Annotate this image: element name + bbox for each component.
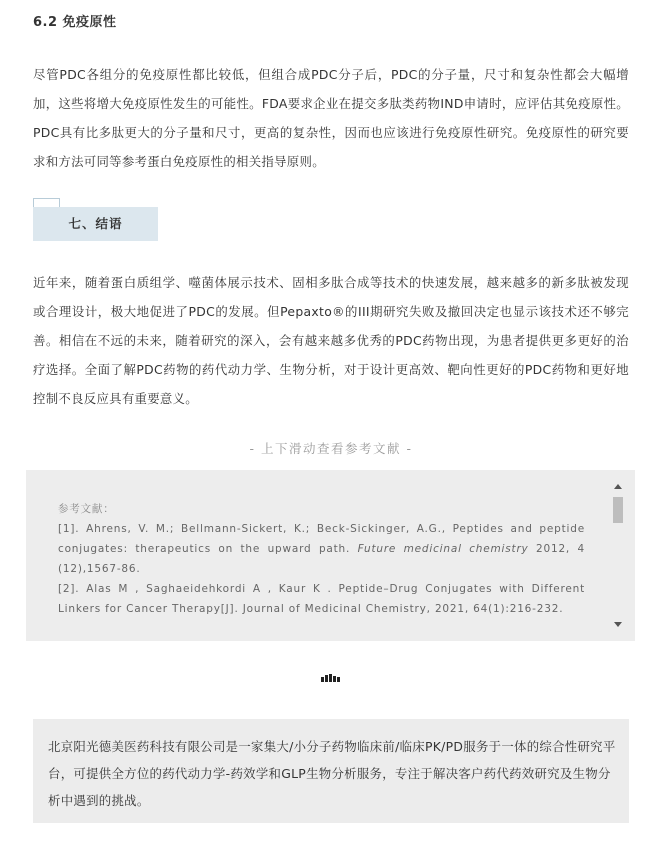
references-scroll-box[interactable]	[26, 470, 635, 641]
reference-item	[58, 579, 585, 619]
scroll-hint: - 上下滑动查看参考文献 -	[249, 441, 413, 456]
reference-journal: Future medicinal chemistry	[357, 543, 529, 555]
references-content	[58, 499, 585, 619]
section-title: 6.2 免疫原性	[33, 15, 117, 30]
company-info-text: 北京阳光德美医药科技有限公司是一家集大/小分子药物临床前/临床PK/PD服务于一体的综合性研究平台，可提供全方位的药代动力学-药效学和GLP生物分析服务，专注于解决客户药代药效研究及生物分析中遇到的挑战。	[48, 739, 616, 808]
reference-text: [2]. Alas M , Saghaeidehkordi A , Kaur K . Peptide–Drug Conjugates with Different Linkers for Cancer Therapy[J]. Journal of Medicinal Chemistry, 2021, 64(1):216-232.	[58, 583, 585, 615]
conclusion-heading-box	[33, 207, 158, 241]
scrollbar-thumb[interactable]	[613, 497, 623, 523]
reference-text: [1]. Ahrens, V. M.; Bellmann-Sickert, K.; Beck-Sickinger, A.G., Peptides and peptide conjugates: therapeutics on the upward path.	[58, 523, 585, 555]
references-heading: 参考文献：	[58, 503, 115, 515]
chevron-up-icon[interactable]	[614, 484, 622, 489]
company-info-box	[33, 719, 629, 823]
conclusion-paragraph: 近年来，随着蛋白质组学、噬菌体展示技术、固相多肽合成等技术的快速发展，越来越多的新多肽被发现或合理设计，极大地促进了PDC的发展。但Pepaxto®的III期研究失败及撤回决定也显示该技术还不够完善。相信在不远的未来，随着研究的深入，会有越来越多优秀的PDC药物出现，为患者提供更多更好的治疗选择。全面了解PDC药物的药代动力学、生物分析，对于设计更高效、靶向性更好的PDC药物和更好地控制不良反应具有重要意义。	[33, 275, 629, 406]
audio-bars-icon	[321, 674, 341, 682]
conclusion-heading: 七、结语	[68, 216, 123, 231]
scrollbar[interactable]	[613, 484, 623, 629]
reference-details: 2012, 4 (12),1567-86.	[58, 543, 585, 575]
reference-item	[58, 519, 585, 579]
immunogenicity-paragraph: 尽管PDC各组分的免疫原性都比较低，但组合成PDC分子后，PDC的分子量，尺寸和复杂性都会大幅增加，这些将增大免疫原性发生的可能性。FDA要求企业在提交多肽类药物IND申请时，应评估其免疫原性。PDC具有比多肽更大的分子量和尺寸，更高的复杂性，因而也应该进行免疫原性研究。免疫原性的研究要求和方法可同等参考蛋白免疫原性的相关指导原则。	[33, 67, 629, 169]
chevron-down-icon[interactable]	[614, 622, 622, 627]
